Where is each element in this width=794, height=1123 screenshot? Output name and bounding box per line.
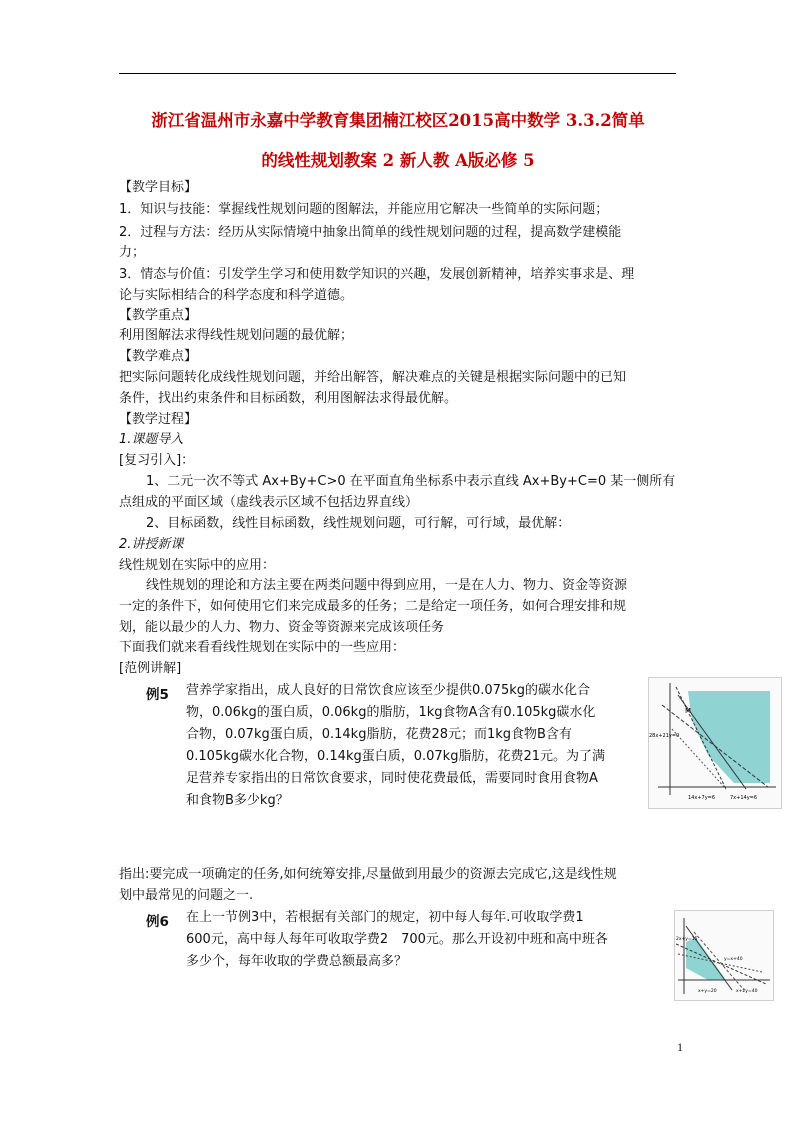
note-line-2: 划中最常见的问题之一. (119, 888, 254, 903)
objective-item-2-cont: 力； (119, 245, 146, 260)
example-6-line-3: 多少个，每年收取的学费总额最高多？ (186, 954, 408, 969)
example-6-line-2: 600元，高中每人每年可收取学费2 700元。那么开设初中班和高中班各 (186, 932, 608, 947)
application-para-2: 一定的条件下，如何使用它们来完成最多的任务；二是给定一项任务，如何合理安排和规 (119, 599, 627, 614)
section-heading-process: 【教学过程】 (119, 412, 198, 427)
section-heading-keypoint: 【教学重点】 (119, 308, 198, 323)
section-heading-objectives: 【教学目标】 (119, 180, 198, 195)
doc-title-line2: 的线性规划教案 2 新人教 A版必修 5 (261, 151, 535, 170)
section-heading-difficulty: 【教学难点】 (119, 349, 198, 364)
figure-6-label-d: x+2y=40 (736, 989, 758, 994)
objective-item-1: 1．知识与技能：掌握线性规划问题的图解法，并能应用它解决一些简单的实际问题； (119, 202, 609, 217)
review-item-2: 2、目标函数，线性目标函数，线性规划问题，可行解，可行域，最优解： (146, 516, 571, 531)
application-para-3: 划，能以最少的人力、物力、资金等资源来完成该项任务 (119, 620, 445, 635)
example-6-label: 例6 (146, 914, 169, 930)
example-5-line-5: 足营养专家指出的日常饮食要求，同时使花费最低，需要同时食用食物A (186, 771, 598, 786)
process-part-2: 2.讲授新课 (119, 537, 184, 552)
figure-5-label-a: 28x+21y=0 (649, 733, 680, 739)
note-line-1: 指出:要完成一项确定的任务,如何统筹安排,尽量做到用最少的资源去完成它,这是线性规 (119, 867, 617, 882)
examples-heading: [范例讲解] (119, 661, 182, 676)
figure-6-label-a: 2x+y=15 (676, 937, 698, 942)
figure-5-label-b: 14x+7y=6 (688, 795, 716, 801)
application-heading: 线性规划在实际中的应用： (119, 558, 276, 573)
figure-6-label-c: y=x+40 (724, 957, 743, 962)
example-5-line-4: 0.105kg碳水化合物，0.14kg蛋白质，0.07kg脂肪，花费21元。为了满 (186, 749, 605, 764)
example-5-line-6: 和食物B多少kg？ (186, 793, 289, 808)
example-5-line-3: 合物，0.07kg蛋白质，0.14kg脂肪，花费28元；而1kg食物B含有 (186, 727, 572, 742)
header-rule (119, 73, 676, 74)
keypoint-text: 利用图解法求得线性规划问题的最优解； (119, 328, 354, 343)
difficulty-line-1: 把实际问题转化成线性规划问题，并给出解答，解决难点的关键是根据实际问题中的已知 (119, 370, 627, 385)
review-item-1-cont: 点组成的平面区域（虚线表示区域不包括边界直线） (119, 495, 419, 510)
example-5-line-1: 营养学家指出，成人良好的日常饮食应该至少提供0.075kg的碳水化合 (186, 683, 590, 698)
process-part-1: 1.课题导入 (119, 432, 184, 447)
figure-5-label-c: 7x+14y=6 (730, 795, 758, 801)
review-heading: [复习引入]： (119, 453, 195, 468)
figure-5-label-M: M (685, 707, 692, 715)
application-para-1: 线性规划的理论和方法主要在两类问题中得到应用，一是在人力、物力、资金等资源 (146, 578, 628, 593)
page-number: 1 (677, 1040, 683, 1054)
objective-item-2: 2．过程与方法：经历从实际情境中抽象出简单的线性规划问题的过程，提高数学建模能 (119, 225, 622, 240)
example-5-label: 例5 (146, 687, 169, 703)
example-5-figure (648, 677, 782, 809)
figure-6-label-b: x+y=20 (698, 989, 717, 994)
example-6-line-1: 在上一节例3中，若根据有关部门的规定，初中每人每年.可收取学费1 (186, 910, 584, 925)
example-6-figure (674, 910, 774, 1001)
difficulty-line-2: 条件，找出约束条件和目标函数，利用图解法求得最优解。 (119, 391, 458, 406)
example-5-line-2: 物，0.06kg的蛋白质，0.06kg的脂肪，1kg食物A含有0.105kg碳水化 (186, 705, 596, 720)
review-item-1: 1、二元一次不等式 Ax+By+C>0 在平面直角坐标系中表示直线 Ax+By+C=0 某一侧所有 (146, 474, 676, 489)
doc-title-line1: 浙江省温州市永嘉中学教育集团楠江校区2015高中数学 3.3.2简单 (151, 111, 645, 130)
application-para-4: 下面我们就来看看线性规划在实际中的一些应用： (119, 640, 406, 655)
objective-item-3-cont: 论与实际相结合的科学态度和科学道德。 (119, 288, 354, 303)
objective-item-3: 3．情态与价值：引发学生学习和使用数学知识的兴趣，发展创新精神，培养实事求是、理 (119, 267, 635, 282)
